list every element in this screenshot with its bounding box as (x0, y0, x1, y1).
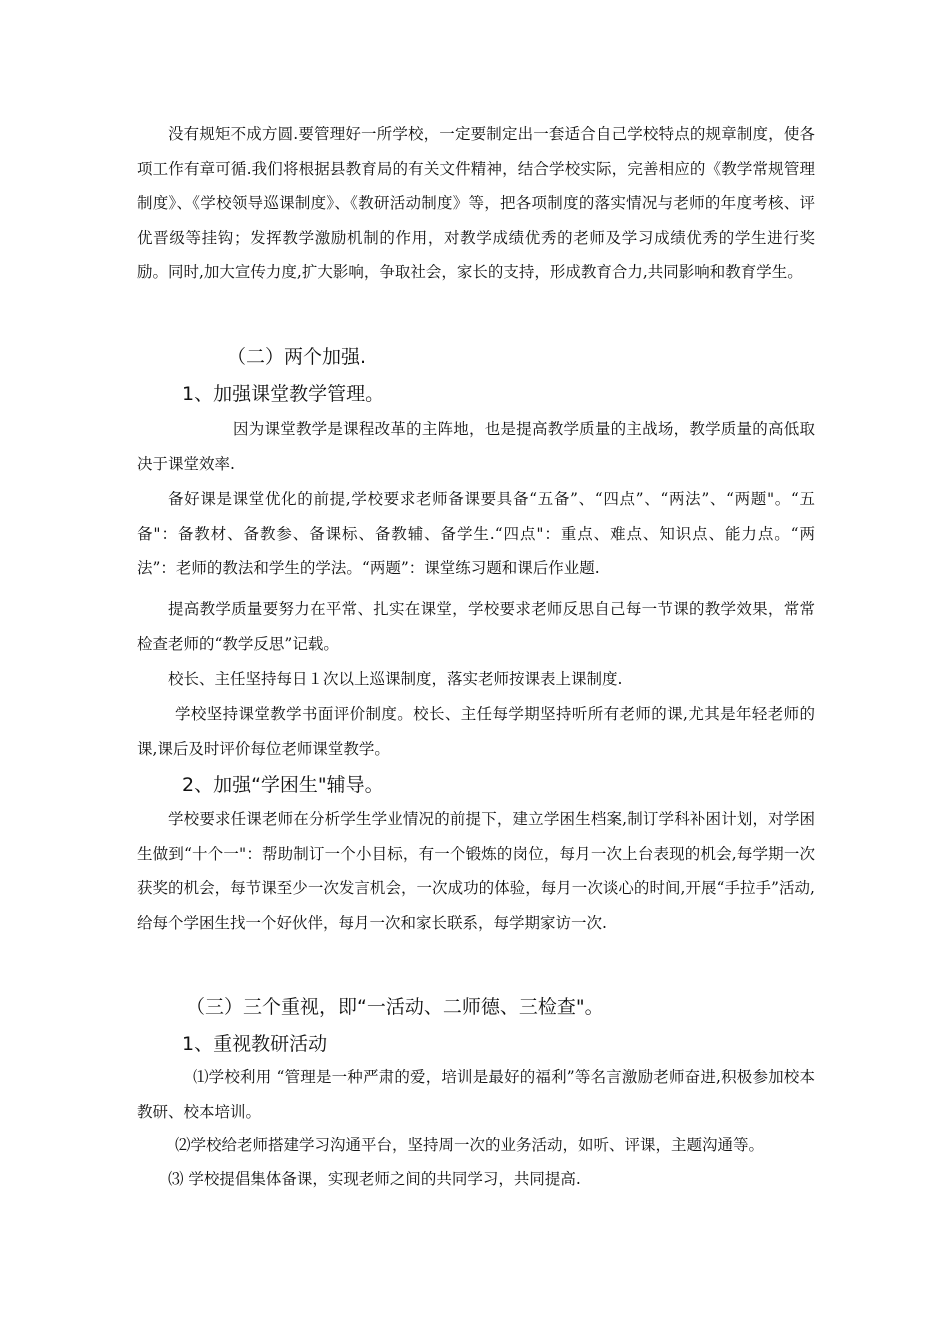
paragraph-teaching-reflection: 提高教学质量要努力在平常、扎实在课堂，学校要求老师反思自己每一节课的教学效果，常常检查老师的“教学反思”记载。 (137, 600, 815, 653)
paragraph-classroom-reason: 因为课堂教学是课程改革的主阵地，也是提高教学质量的主战场，教学质量的高低取决于课堂效率. (137, 420, 815, 473)
heading-three-priorities: （三）三个重视，即“一活动、二师德、三检查"。 (186, 996, 604, 1018)
heading-struggling-students: 2、加强“学困生"辅导。 (182, 774, 384, 796)
paragraph-research-item-1: ⑴学校利用 “管理是一种严肃的爱，培训是最好的福利”等名言激励老师奋进,积极参加校本教研、校本培训。 (137, 1068, 815, 1121)
heading-two-strengthens: （二）两个加强. (227, 346, 367, 368)
paragraph-patrol-system: 校长、主任坚持每日１次以上巡课制度，落实老师按课表上课制度. (168, 670, 623, 688)
heading-teaching-research: 1、重视教研活动 (182, 1033, 328, 1055)
paragraph-lesson-preparation: 备好课是课堂优化的前提,学校要求老师备课要具备“五备”、“四点”、“两法”、“两题"。“五备"：备教材、备教参、备课标、备教辅、备学生.“四点"：重点、难点、知识点、能力点。“两法”：老师的教法和学生的学法。“两题”：课堂练习题和课后作业题. (137, 490, 815, 577)
paragraph-written-evaluation: 学校坚持课堂教学书面评价制度。校长、主任每学期坚持听所有老师的课,尤其是年轻老师的课,课后及时评价每位老师课堂教学。 (137, 705, 815, 758)
paragraph-struggling-students-plan: 学校要求任课老师在分析学生学业情况的前提下，建立学困生档案,制订学科补困计划，对学困生做到“十个一"：帮助制订一个小目标，有一个锻炼的岗位，每月一次上台表现的机会,每学期一次获奖的机会，每节课至少一次发言机会，一次成功的体验，每月一次谈心的时间,开展“手拉手”活动,给每个学困生找一个好伙伴，每月一次和家长联系，每学期家访一次. (137, 810, 815, 932)
paragraph-research-item-3: ⑶ 学校提倡集体备课，实现老师之间的共同学习，共同提高. (168, 1170, 581, 1188)
heading-classroom-management: 1、加强课堂教学管理。 (182, 383, 385, 405)
paragraph-research-item-2: ⑵学校给老师搭建学习沟通平台，坚持周一次的业务活动，如听、评课，主题沟通等。 (175, 1136, 765, 1154)
paragraph-rules: 没有规矩不成方圆.要管理好一所学校，一定要制定出一套适合自己学校特点的规章制度，使各项工作有章可循.我们将根据县教育局的有关文件精神，结合学校实际，完善相应的《教学常规管理制度》、《学校领导巡课制度》、《教研活动制度》等，把各项制度的落实情况与老师的年度考核、评优晋级等挂钩；发挥教学激励机制的作用，对教学成绩优秀的老师及学习成绩优秀的学生进行奖励。同时,加大宣传力度,扩大影响，争取社会，家长的支持，形成教育合力,共同影响和教育学生。 (137, 125, 815, 281)
